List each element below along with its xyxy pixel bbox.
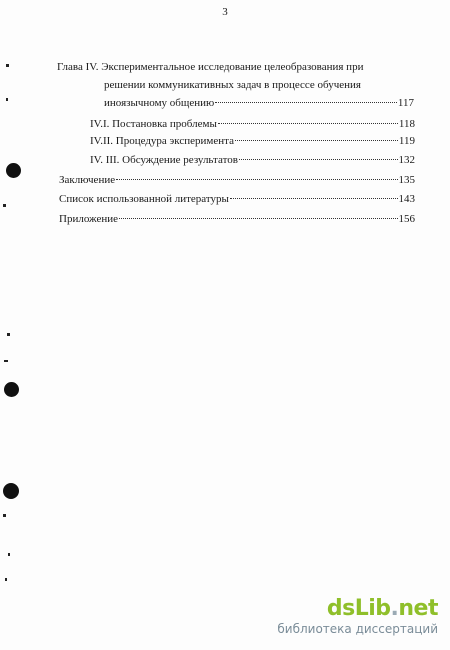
toc-entry-bibliography bbox=[59, 192, 415, 206]
page-number: 3 bbox=[222, 6, 228, 18]
toc-leader-dots bbox=[230, 198, 398, 199]
toc-entry-label: IV. III. Обсуждение результатов bbox=[90, 154, 238, 166]
toc-leader-dots bbox=[116, 179, 397, 180]
scan-mark bbox=[4, 360, 8, 362]
toc-chapter4-line1: Глава IV. Экспериментальное исследование целеобразования при bbox=[57, 61, 364, 73]
scan-mark bbox=[7, 333, 10, 336]
scan-mark bbox=[5, 578, 7, 581]
toc-entry-label: IV.I. Постановка проблемы bbox=[90, 118, 217, 130]
binder-hole bbox=[6, 163, 21, 178]
scan-mark bbox=[6, 98, 8, 101]
binder-hole bbox=[3, 483, 19, 499]
watermark bbox=[277, 598, 438, 636]
toc-leader-dots bbox=[119, 218, 397, 219]
scan-mark bbox=[6, 64, 9, 67]
toc-leader-dots bbox=[218, 123, 398, 124]
watermark-subtitle: библиотека диссертаций bbox=[277, 622, 438, 636]
toc-leader-dots bbox=[239, 159, 398, 160]
toc-entry-page: 118 bbox=[398, 118, 415, 130]
toc-entry-label: Список использованной литературы bbox=[59, 193, 229, 205]
toc-entry-page: 156 bbox=[398, 213, 415, 225]
scan-mark bbox=[3, 204, 6, 207]
toc-entry-page: 143 bbox=[398, 193, 415, 205]
toc-entry-chapter4 bbox=[104, 96, 414, 110]
toc-entry-label: IV.II. Процедура эксперимента bbox=[90, 135, 234, 147]
toc-entry-label: иноязычному общению bbox=[104, 97, 215, 109]
toc-leader-dots bbox=[215, 102, 397, 103]
toc-entry-label: Заключение bbox=[59, 174, 116, 186]
toc-entry-page: 132 bbox=[398, 154, 415, 166]
watermark-logo: dsLib.net bbox=[326, 596, 438, 621]
toc-entry-iv-3 bbox=[90, 153, 415, 167]
toc-entry-iv-2 bbox=[90, 134, 415, 148]
toc-chapter4-line2: решении коммуникативных задач в процессе обучения bbox=[104, 79, 361, 91]
toc-entry-page: 119 bbox=[398, 135, 415, 147]
toc-entry-page: 135 bbox=[398, 174, 415, 186]
scan-mark bbox=[8, 553, 10, 556]
toc-entry-conclusion bbox=[59, 173, 415, 187]
toc-leader-dots bbox=[235, 140, 398, 141]
toc-entry-label: Приложение bbox=[59, 213, 119, 225]
toc-entry-page: 117 bbox=[397, 97, 414, 109]
scan-mark bbox=[3, 514, 6, 517]
binder-hole bbox=[4, 382, 19, 397]
toc-entry-appendix bbox=[59, 212, 415, 226]
toc-entry-iv-1 bbox=[90, 117, 415, 131]
